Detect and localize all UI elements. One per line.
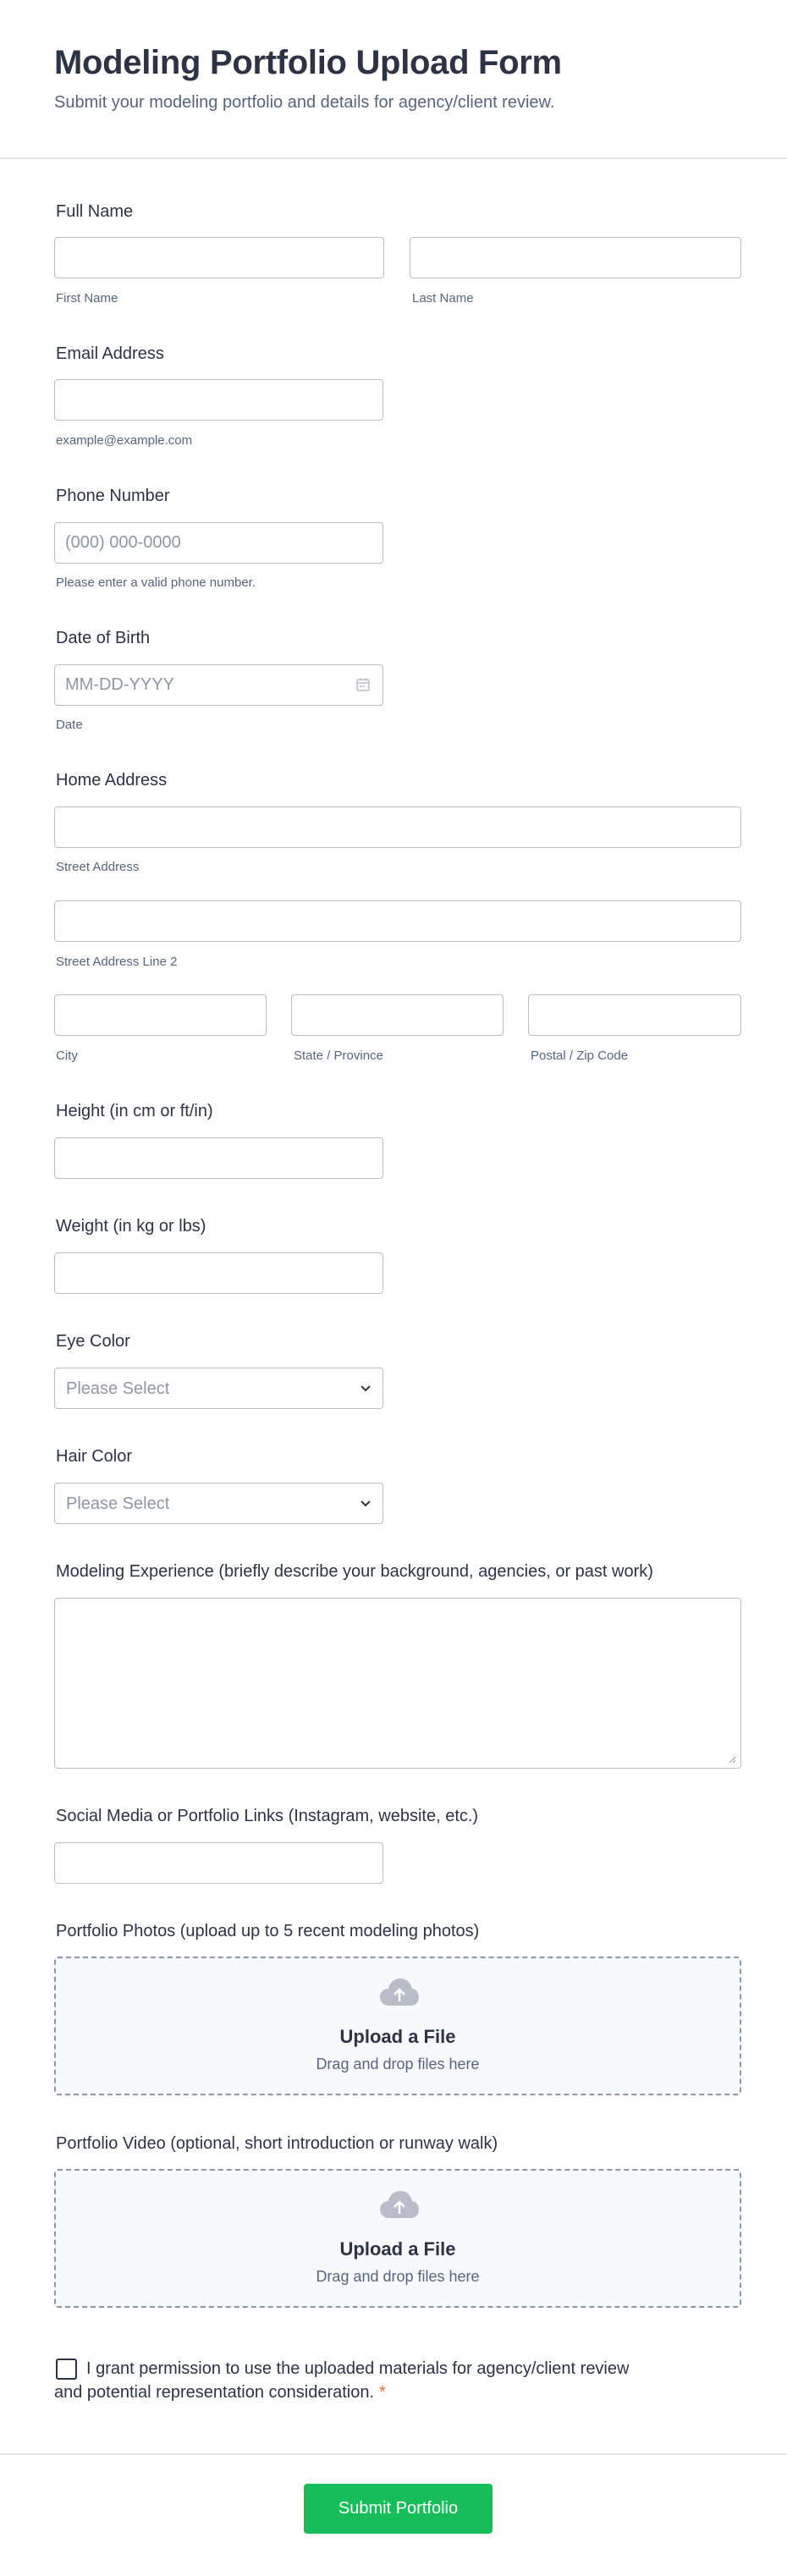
email-input[interactable] <box>54 379 383 421</box>
form-header <box>0 0 787 159</box>
state-sublabel: State / Province <box>294 1049 383 1063</box>
links-label: Social Media or Portfolio Links (Instagram, website, etc.) <box>56 1807 479 1825</box>
dob-label: Date of Birth <box>56 629 151 647</box>
consent-text: I grant permission to use the uploaded materials for agency/client review and potential representation consideration. <box>54 2359 630 2402</box>
full-name-label: Full Name <box>56 202 134 221</box>
eye-color-select[interactable] <box>54 1368 383 1409</box>
required-asterisk: * <box>379 2383 386 2402</box>
experience-label: Modeling Experience (briefly describe your background, agencies, or past work) <box>56 1562 653 1581</box>
experience-textarea[interactable] <box>54 1598 741 1769</box>
cloud-upload-icon <box>379 1977 420 2007</box>
hair-color-select[interactable] <box>54 1483 383 1524</box>
email-label: Email Address <box>56 344 164 363</box>
height-input[interactable] <box>54 1137 383 1179</box>
footer-divider <box>0 2453 787 2455</box>
form-subtitle: Submit your modeling portfolio and details for agency/client review. <box>54 93 555 112</box>
street-address-input[interactable] <box>54 806 741 848</box>
last-name-input[interactable] <box>410 237 741 278</box>
street-address-sublabel: Street Address <box>56 860 140 874</box>
photos-upload-hint: Drag and drop files here <box>316 2056 480 2072</box>
phone-input[interactable] <box>54 522 383 564</box>
height-label: Height (in cm or ft/in) <box>56 1102 213 1120</box>
resize-handle-icon[interactable] <box>728 1755 736 1764</box>
first-name-input[interactable] <box>54 237 384 278</box>
first-name-sublabel: First Name <box>56 291 118 305</box>
city-sublabel: City <box>56 1049 78 1063</box>
state-input[interactable] <box>291 994 504 1036</box>
consent-label <box>54 2357 647 2404</box>
street-address-2-sublabel: Street Address Line 2 <box>56 955 178 969</box>
dob-sublabel: Date <box>56 718 83 732</box>
hair-color-selected: Please Select <box>66 1494 170 1513</box>
zip-sublabel: Postal / Zip Code <box>531 1049 629 1063</box>
video-label: Portfolio Video (optional, short introduction or runway walk) <box>56 2134 498 2153</box>
street-address-2-input[interactable] <box>54 900 741 942</box>
photos-label: Portfolio Photos (upload up to 5 recent modeling photos) <box>56 1922 480 1940</box>
hair-color-label: Hair Color <box>56 1447 133 1466</box>
weight-label: Weight (in kg or lbs) <box>56 1217 206 1236</box>
phone-label: Phone Number <box>56 487 170 505</box>
calendar-icon[interactable] <box>355 677 371 692</box>
dob-input[interactable] <box>54 664 383 706</box>
city-input[interactable] <box>54 994 267 1036</box>
video-upload-title: Upload a File <box>339 2238 456 2260</box>
phone-sublabel: Please enter a valid phone number. <box>56 575 256 590</box>
weight-input[interactable] <box>54 1252 383 1294</box>
zip-input[interactable] <box>528 994 741 1036</box>
address-label: Home Address <box>56 771 168 790</box>
submit-button[interactable]: Submit Portfolio <box>304 2484 493 2534</box>
video-upload-hint: Drag and drop files here <box>316 2268 480 2285</box>
eye-color-label: Eye Color <box>56 1332 130 1351</box>
chevron-down-icon <box>359 1498 372 1510</box>
email-sublabel: example@example.com <box>56 433 193 448</box>
last-name-sublabel: Last Name <box>412 291 474 305</box>
eye-color-selected: Please Select <box>66 1379 170 1398</box>
chevron-down-icon <box>359 1383 372 1395</box>
video-upload-dropzone[interactable] <box>54 2169 741 2308</box>
links-input[interactable] <box>54 1842 383 1884</box>
photos-upload-title: Upload a File <box>339 2026 456 2047</box>
form-title: Modeling Portfolio Upload Form <box>54 44 562 81</box>
photos-upload-dropzone[interactable] <box>54 1957 741 2095</box>
cloud-upload-icon <box>379 2189 420 2220</box>
